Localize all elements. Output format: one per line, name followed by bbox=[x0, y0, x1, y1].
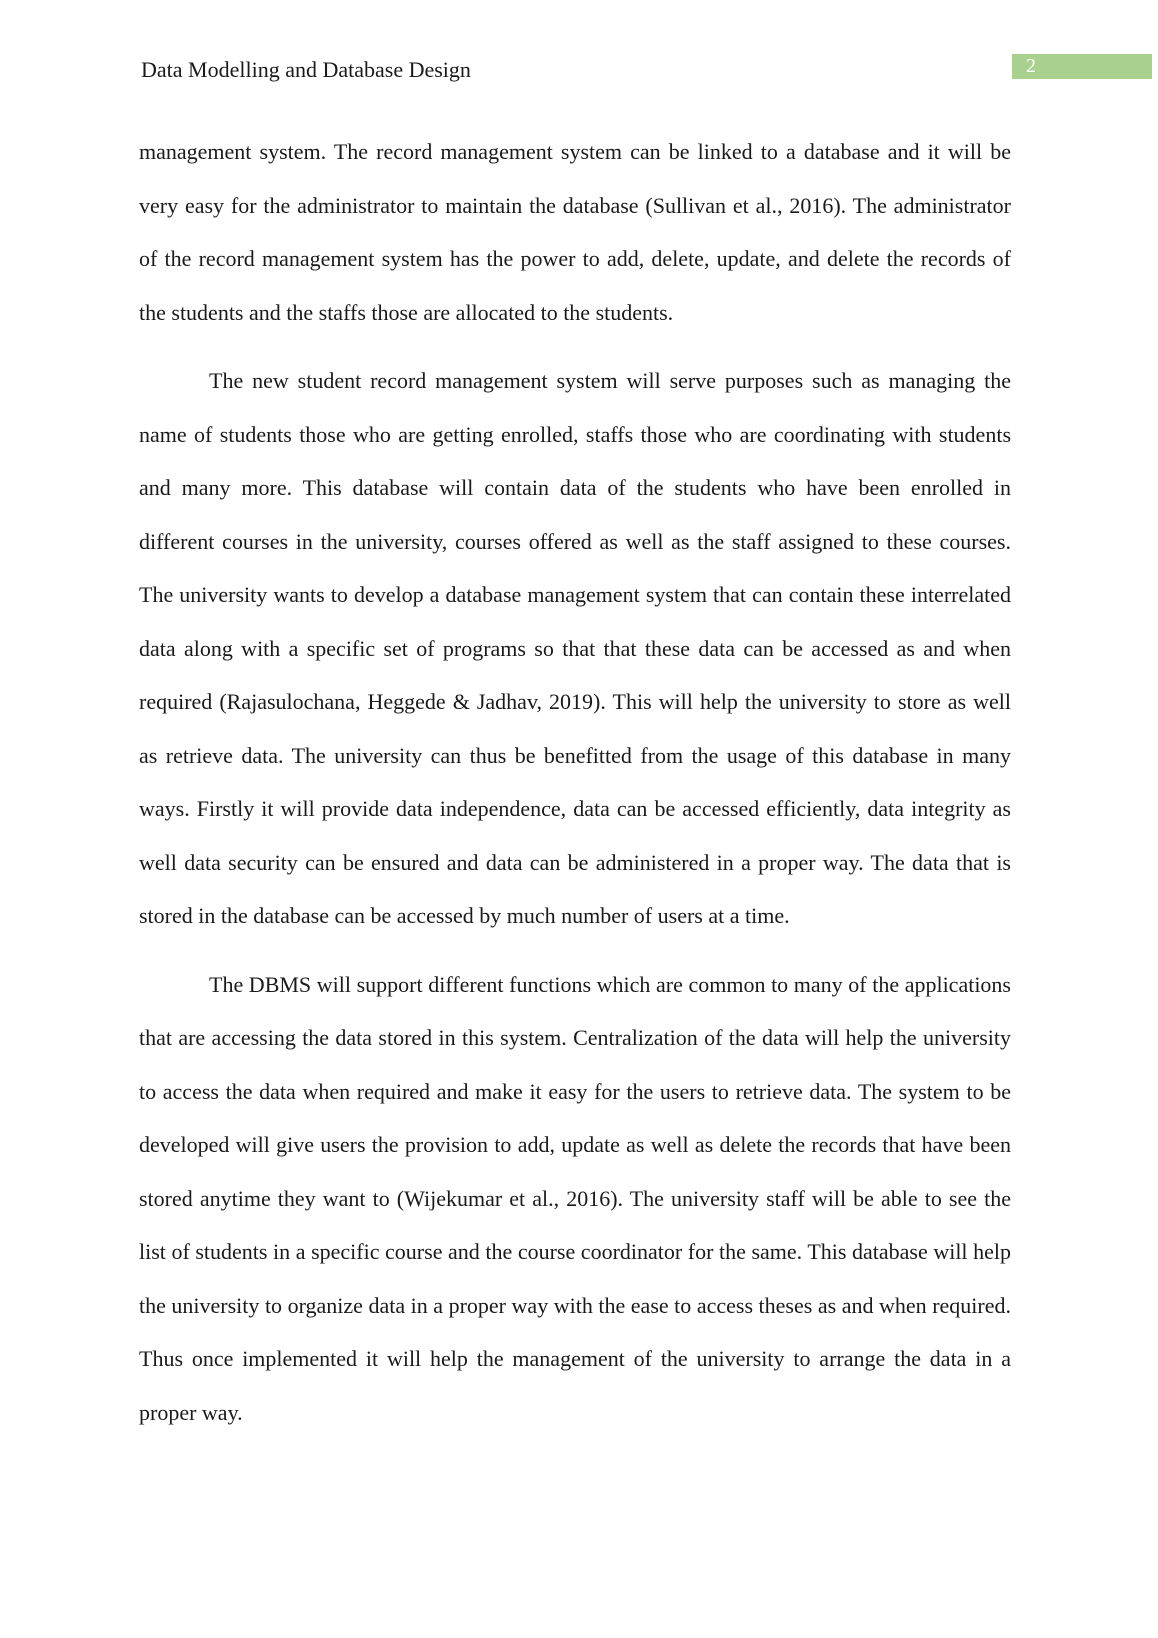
running-head: Data Modelling and Database Design bbox=[141, 57, 471, 82]
body-text bbox=[139, 125, 1011, 1439]
paragraph-continuation: management system. The record management system can be linked to a database and it will be very easy for the administrator to maintain the database (Sullivan et al., 2016). The administrator of the record management system has the power to add, delete, update, and delete the records of the students and the staffs those are allocated to the students. bbox=[139, 139, 1011, 325]
page-number: 2 bbox=[1026, 55, 1036, 77]
paragraph-system-purpose: The new student record management system will serve purposes such as managing the name of students those who are getting enrolled, staffs those who are coordinating with students and many more. This database will contain data of the students who have been enrolled in different courses in the university, courses offered as well as the staff assigned to these courses. The university wants to develop a database management system that can contain these interrelated data along with a specific set of programs so that that these data can be accessed as and when required (Rajasulochana, Heggede & Jadhav, 2019). This will help the university to store as well as retrieve data. The university can thus be benefitted from the usage of this database in many ways. Firstly it will provide data independence, data can be accessed efficiently, data integrity as well data security can be ensured and data can be administered in a proper way. The data that is stored in the database can be accessed by much number of users at a time. bbox=[139, 368, 1011, 928]
page-number-box bbox=[1012, 54, 1152, 79]
paragraph-dbms-functions: The DBMS will support different functions which are common to many of the applications that are accessing the data stored in this system. Centralization of the data will help the university to access the data when required and make it easy for the users to retrieve data. The system to be developed will give users the provision to add, update as well as delete the records that have been stored anytime they want to (Wijekumar et al., 2016). The university staff will be able to see the list of students in a specific course and the course coordinator for the same. This database will help the university to organize data in a proper way with the ease to access theses as and when required. Thus once implemented it will help the management of the university to arrange the data in a proper way. bbox=[139, 971, 1011, 1425]
